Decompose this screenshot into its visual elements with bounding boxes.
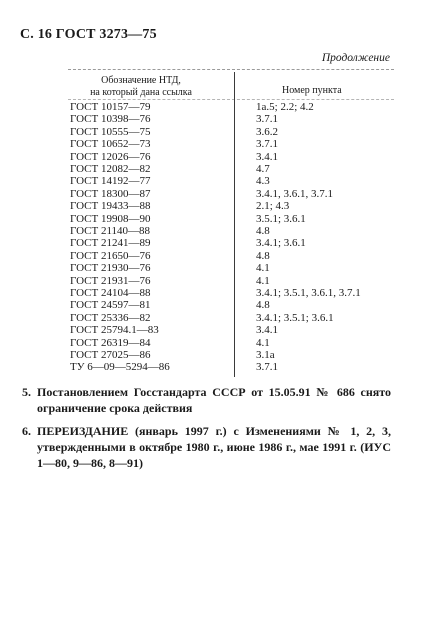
document-designation: ГОСТ 21930—76 (70, 262, 151, 275)
document-designation: ГОСТ 24104—88 (70, 287, 151, 299)
note-item-number: 5. (22, 385, 31, 399)
document-designation: ГОСТ 12026—76 (70, 150, 151, 163)
clause-number: 3.7.1 (256, 361, 278, 374)
clause-number: 4.3 (256, 175, 270, 188)
column-header-clause: Номер пункта (282, 85, 342, 96)
clause-number: 3.4.1; 3.5.1, 3.6.1, 3.7.1 (256, 287, 361, 299)
clause-number: 1а.5; 2.2; 4.2 (256, 101, 314, 113)
document-designation: ГОСТ 26319—84 (70, 336, 151, 349)
page-header: С. 16 ГОСТ 3273—75 (20, 27, 157, 42)
column-header-document (62, 75, 220, 99)
document-designation: ГОСТ 19433—88 (70, 200, 151, 213)
document-designation: ГОСТ 12082—82 (70, 163, 151, 175)
clause-number: 4.1 (256, 336, 270, 349)
clause-number: 3.4.1 (256, 150, 278, 163)
document-designation: ГОСТ 19908—90 (70, 212, 151, 225)
table-top-rule (68, 69, 394, 70)
column-header-document-line1: Обозначение НТД, (101, 75, 181, 86)
document-designation: ГОСТ 25794.1—83 (70, 324, 159, 337)
document-designation: ГОСТ 14192—77 (70, 175, 151, 188)
column-header-document-line2: на который дана ссылка (90, 87, 192, 98)
note-item-text: Постановлением Госстандарта СССР от 15.05.91 № 686 снято ограничение срока действия (37, 385, 391, 415)
clause-number: 3.6.2 (256, 125, 278, 138)
clause-number: 4.8 (256, 225, 270, 237)
document-designation: ГОСТ 10157—79 (70, 101, 151, 113)
continuation-label: Продолжение (321, 52, 390, 64)
note-item-number: 6. (22, 424, 31, 438)
clause-number: 3.4.1, 3.6.1, 3.7.1 (256, 187, 333, 200)
document-designation: ГОСТ 21140—88 (70, 225, 151, 237)
document-designation: ГОСТ 10652—73 (70, 138, 151, 151)
clause-number: 3.5.1; 3.6.1 (256, 212, 306, 225)
clause-number: 4.8 (256, 249, 270, 262)
clause-number: 3.4.1 (256, 324, 278, 337)
header-rule (68, 99, 394, 100)
clause-number: 3.7.1 (256, 113, 278, 126)
clause-number: 4.8 (256, 299, 270, 312)
document-designation: ТУ 6—09—5294—86 (70, 361, 170, 374)
document-designation: ГОСТ 21650—76 (70, 249, 151, 262)
document-designation: ГОСТ 25336—82 (70, 311, 151, 324)
clause-number: 3.4.1; 3.5.1; 3.6.1 (256, 311, 334, 324)
column-divider (234, 72, 235, 377)
clause-number: 3.7.1 (256, 138, 278, 151)
document-designation: ГОСТ 24597—81 (70, 299, 151, 312)
clause-number: 2.1; 4.3 (256, 200, 290, 213)
clause-number: 3.1а (256, 349, 275, 361)
clause-number: 3.4.1; 3.6.1 (256, 237, 306, 250)
clause-number: 4.7 (256, 163, 270, 175)
note-item-text: ПЕРЕИЗДАНИЕ (январь 1997 г.) с Изменениями № 1, 2, 3, утвержденными в октябре 1980 г., июне 1986 г., мае 1991 г. (ИУС 1—80, 9—86, 8—91) (37, 424, 391, 470)
document-designation: ГОСТ 21241—89 (70, 237, 151, 250)
document-designation: ГОСТ 10398—76 (70, 113, 151, 126)
clause-number: 4.1 (256, 274, 270, 287)
document-designation: ГОСТ 10555—75 (70, 125, 151, 138)
document-designation: ГОСТ 27025—86 (70, 349, 151, 361)
document-designation: ГОСТ 21931—76 (70, 274, 151, 287)
document-designation: ГОСТ 18300—87 (70, 187, 151, 200)
clause-number: 4.1 (256, 262, 270, 275)
